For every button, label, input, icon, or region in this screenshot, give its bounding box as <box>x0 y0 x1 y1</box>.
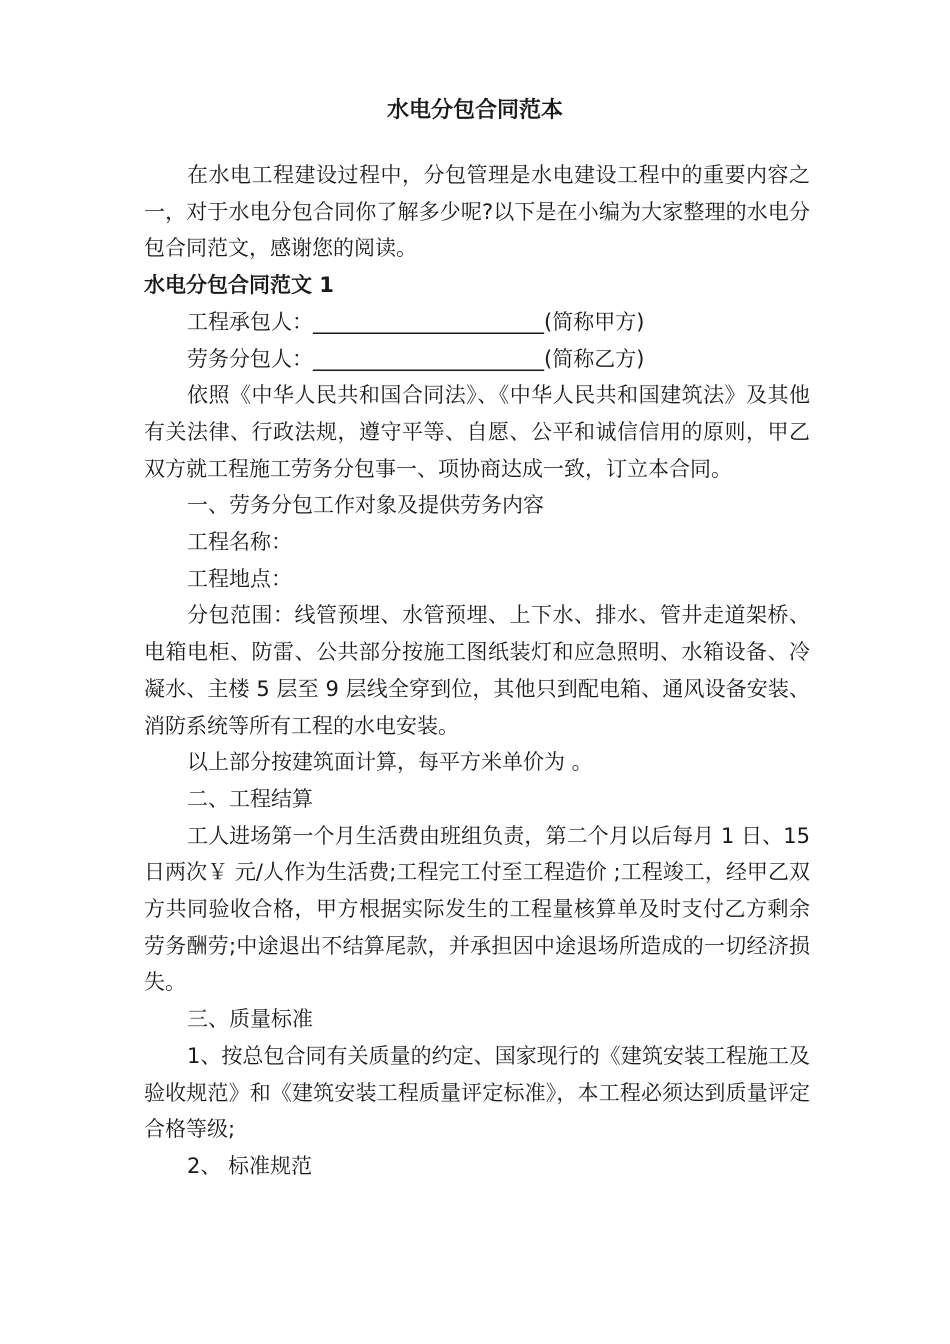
subcontractor-line: 劳务分包人：______________________(简称乙方) <box>187 346 645 371</box>
scope-paragraph: 分包范围：线管预埋、水管预埋、上下水、排水、管井走道架桥、电箱电柜、防雷、公共部分按施工图纸装灯和应急照明、水箱设备、冷凝水、主楼 5 层至 9 层线全穿到位，其他只到配电箱、通风设备安装、消防系统等所有工程的水电安装。 <box>144 603 810 738</box>
article-3-title: 三、质量标准 <box>187 1007 313 1032</box>
contractor-line: 工程承包人：______________________(简称甲方) <box>187 309 645 334</box>
unit-price-line: 以上部分按建筑面计算，每平方米单价为 。 <box>187 750 593 775</box>
document-body <box>144 157 810 1185</box>
intro-paragraph: 在水电工程建设过程中，分包管理是水电建设工程中的重要内容之一，对于水电分包合同你了解多少呢?以下是在小编为大家整理的水电分包合同范文，感谢您的阅读。 <box>144 163 810 261</box>
document-title: 水电分包合同范本 <box>386 98 563 123</box>
article-2-title: 二、工程结算 <box>187 786 313 811</box>
quality-item-2: 2、 标准规范 <box>187 1153 313 1178</box>
preamble-paragraph: 依照《中华人民共和国合同法》、《中华人民共和国建筑法》及其他有关法律、行政法规，遵守平等、自愿、公平和诚信信用的原则，甲乙双方就工程施工劳务分包事一、项协商达成一致，订立本合同。 <box>144 383 810 481</box>
project-location-line: 工程地点： <box>187 566 292 591</box>
article-1-title: 一、劳务分包工作对象及提供劳务内容 <box>187 493 544 518</box>
quality-item-1: 1、按总包合同有关质量的约定、国家现行的《建筑安装工程施工及验收规范》和《建筑安装工程质量评定标准》，本工程必须达到质量评定合格等级; <box>144 1043 810 1142</box>
section-heading: 水电分包合同范文 1 <box>144 273 334 298</box>
settlement-paragraph: 工人进场第一个月生活费由班组负责，第二个月以后每月 1 日、15 日两次￥ 元/人作为生活费;工程完工付至工程造价 ;工程竣工，经甲乙双方共同验收合格，甲方根据实际发生的工程量核算单及时支付乙方剩余劳务酬劳;中途退出不结算尾款，并承担因中途退场所造成的一切经济损失。 <box>144 823 810 995</box>
project-name-line: 工程名称： <box>187 530 292 555</box>
